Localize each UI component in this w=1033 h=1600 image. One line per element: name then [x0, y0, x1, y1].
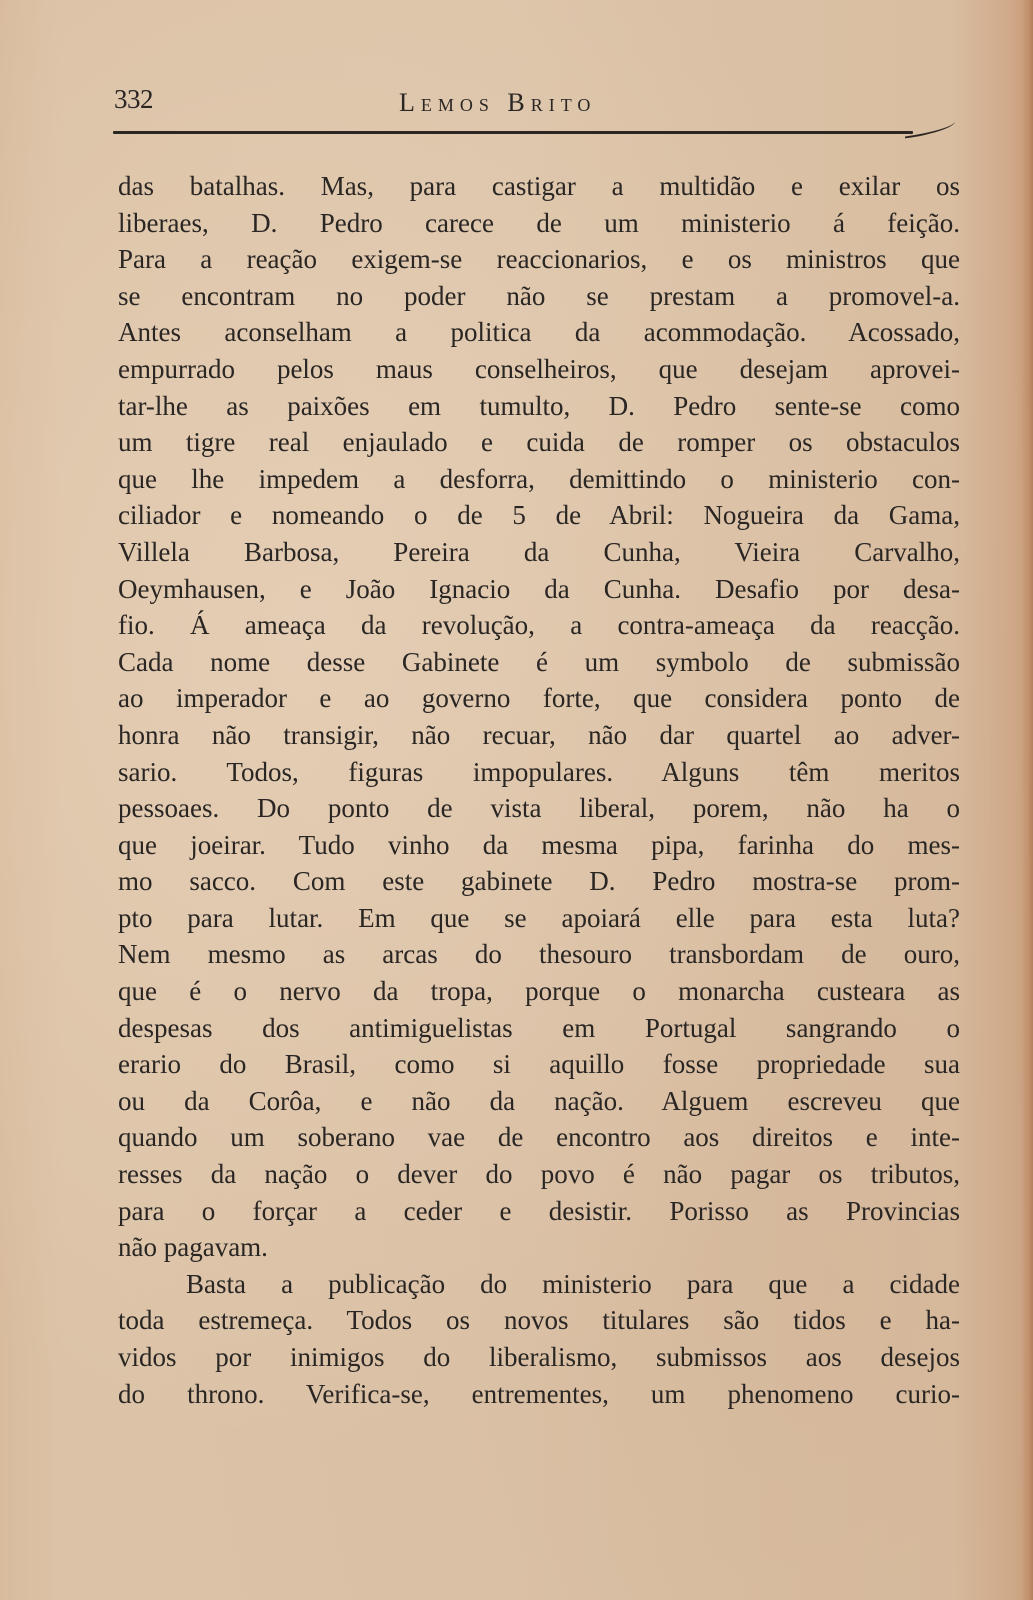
text-line: honra não transigir, não recuar, não dar quartel ao adver- — [118, 719, 960, 750]
text-line: erario do Brasil, como si aquillo fosse propriedade sua — [118, 1049, 960, 1080]
text-line: mo sacco. Com este gabinete D. Pedro mostra-se prom- — [118, 866, 960, 897]
text-line: ou da Corôa, e não da nação. Alguem escreveu que — [118, 1085, 960, 1116]
text-line: Oeymhausen, e João Ignacio da Cunha. Desafio por desa- — [118, 573, 960, 604]
text-line: toda estremeça. Todos os novos titulares são tidos e ha- — [118, 1305, 960, 1336]
text-line: para o forçar a ceder e desistir. Porisso as Provincias — [118, 1195, 960, 1226]
text-line: Nem mesmo as arcas do thesouro transbordam de ouro, — [118, 939, 960, 970]
text-line: que joeirar. Tudo vinho da mesma pipa, farinha do mes- — [118, 829, 960, 860]
text-line: despesas dos antimiguelistas em Portugal sangrando o — [118, 1012, 960, 1043]
page-number: 332 — [114, 84, 153, 114]
text-line: ao imperador e ao governo forte, que considera ponto de — [118, 683, 960, 714]
page-header — [114, 84, 954, 124]
text-line: resses da nação o dever do povo é não pagar os tributos, — [118, 1159, 960, 1190]
text-line: pessoaes. Do ponto de vista liberal, porem, não ha o — [118, 793, 960, 824]
text-line: Antes aconselham a politica da acommodação. Acossado, — [118, 317, 960, 348]
body-text — [118, 168, 960, 1412]
text-line: que lhe impedem a desforra, demittindo o ministerio con- — [118, 463, 960, 494]
text-line: ciliador e nomeando o de 5 de Abril: Nogueira da Gama, — [118, 500, 960, 531]
page-edge-shadow — [1021, 0, 1033, 1600]
header-rule — [113, 131, 913, 134]
text-line: tar-lhe as paixões em tumulto, D. Pedro sente-se como — [118, 390, 960, 421]
text-line: vidos por inimigos do liberalismo, submissos aos desejos — [118, 1342, 960, 1372]
text-line: fio. Á ameaça da revolução, a contra-ameaça da reacção. — [118, 610, 960, 641]
text-line: quando um soberano vae de encontro aos direitos e inte- — [118, 1122, 960, 1153]
text-line: sario. Todos, figuras impopulares. Alguns têm meritos — [118, 756, 960, 787]
text-line: Para a reação exigem-se reaccionarios, e os ministros que — [118, 244, 960, 275]
text-line: pto para lutar. Em que se apoiará elle para esta luta? — [118, 902, 960, 933]
text-line: Villela Barbosa, Pereira da Cunha, Vieira Carvalho, — [118, 536, 960, 567]
text-line: um tigre real enjaulado e cuida de romper os obstaculos — [118, 427, 960, 458]
text-line: que é o nervo da tropa, porque o monarcha custeara as — [118, 976, 960, 1007]
paragraph-start-line: Basta a publicação do ministerio para que a cidade — [186, 1268, 960, 1299]
text-line: das batalhas. Mas, para castigar a multidão e exilar os — [118, 171, 960, 201]
running-head: Lemos Brito — [399, 88, 597, 117]
text-line: do throno. Verifica-se, entrementes, um phenomeno curio- — [118, 1378, 960, 1409]
text-line: se encontram no poder não se prestam a promovel-a. — [118, 280, 960, 311]
text-line: empurrado pelos maus conselheiros, que desejam aprovei- — [118, 353, 960, 384]
text-line: liberaes, D. Pedro carece de um ministerio á feição. — [118, 207, 960, 238]
paragraph-end-line: não pagavam. — [118, 1232, 268, 1263]
text-line: Cada nome desse Gabinete é um symbolo de submissão — [118, 646, 960, 677]
